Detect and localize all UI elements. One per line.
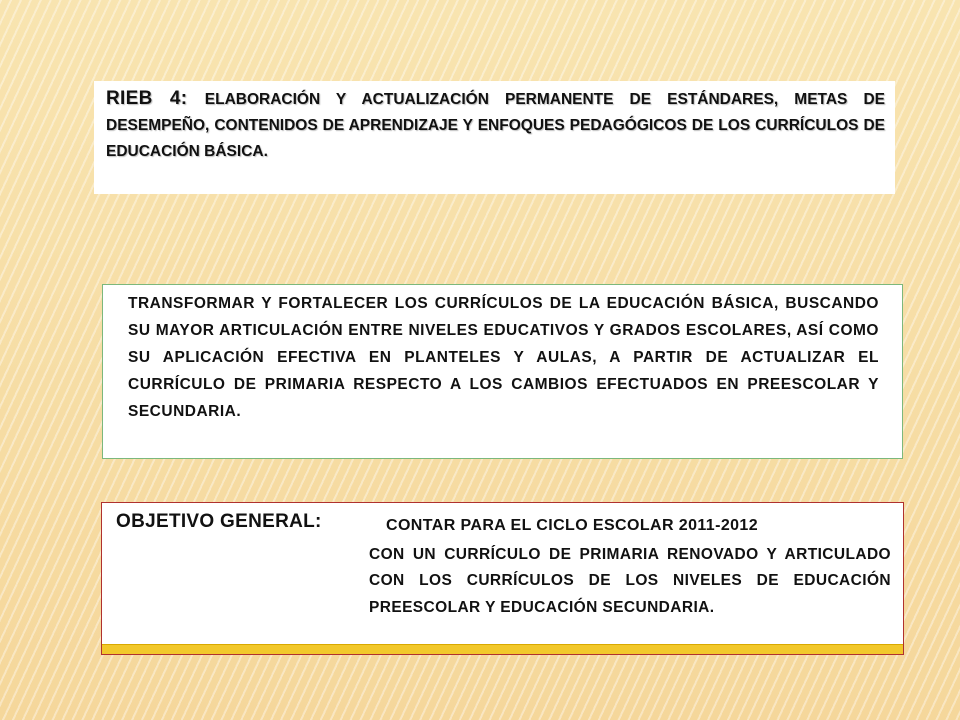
title-text: ELABORACIÓN Y ACTUALIZACIÓN PERMANENTE DE ESTÁNDARES, METAS DE DESEMPEÑO, CONTENIDOS DE APRENDIZAJE Y ENFOQUES PEDAGÓGICOS DE LOS CURRÍCULOS DE EDUCACIÓN BÁSICA. <box>106 91 885 160</box>
purpose-text: TRANSFORMAR Y FORTALECER LOS CURRÍCULOS DE LA EDUCACIÓN BÁSICA, BUSCANDO SU MAYOR ARTICULACIÓN ENTRE NIVELES EDUCATIVOS Y GRADOS ESCOLARES, ASÍ COMO SU APLICACIÓN EFECTIVA EN PLANTELES Y AULAS, A PARTIR DE ACTUALIZAR EL CURRÍCULO DE PRIMARIA RESPECTO A LOS CAMBIOS EFECTUADOS EN PREESCOLAR Y SECUNDARIA. <box>128 295 879 420</box>
objective-text: CON UN CURRÍCULO DE PRIMARIA RENOVADO Y ARTICULADO CON LOS CURRÍCULOS DE LOS NIVELES DE EDUCACIÓN PREESCOLAR Y EDUCACIÓN SECUNDARIA. <box>369 545 891 616</box>
objective-label: OBJETIVO GENERAL: <box>116 511 322 532</box>
title-lead: RIEB 4: <box>106 88 205 109</box>
accent-bar <box>102 644 903 654</box>
objective-first-line: CONTAR PARA EL CICLO ESCOLAR 2011-2012 <box>386 517 759 534</box>
title-box <box>94 81 895 194</box>
objective-text-block <box>369 515 891 621</box>
purpose-box <box>102 284 903 459</box>
objective-box <box>101 502 904 655</box>
